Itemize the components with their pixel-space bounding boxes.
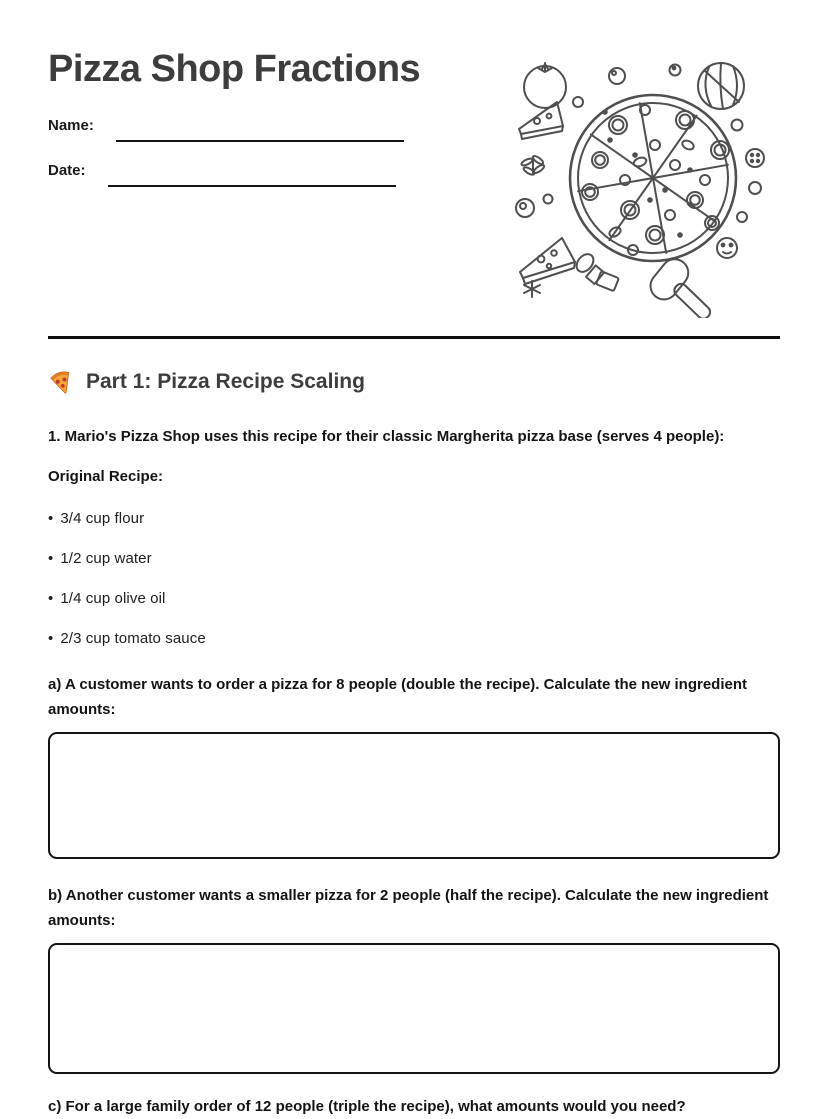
basil-sprig	[521, 155, 546, 176]
garlic-graphic	[698, 63, 744, 109]
worksheet-header	[0, 0, 828, 340]
page-title: Pizza Shop Fractions	[48, 48, 421, 90]
ingredient-list	[48, 509, 780, 649]
question-part-b: b) Another customer wants a smaller pizza for 2 people (half the recipe). Calculate the new ingredient amounts:	[48, 887, 769, 929]
date-label: Date:	[48, 162, 86, 179]
section-divider	[48, 336, 780, 339]
answer-box-b[interactable]	[48, 943, 780, 1074]
date-input-line[interactable]	[108, 167, 396, 187]
ingredient-item	[48, 629, 780, 649]
question-part-c: c) For a large family order of 12 people (triple the recipe), what amounts would you need?	[48, 1098, 686, 1115]
cheese-wedge-bottom	[520, 238, 575, 284]
ingredient-text: 1/2 cup water	[60, 550, 152, 567]
question-part-a: a) A customer wants to order a pizza for 8 people (double the recipe). Calculate the new ingredient amounts:	[48, 676, 748, 718]
ingredient-text: 3/4 cup flour	[60, 510, 145, 527]
ingredient-text: 1/4 cup olive oil	[60, 590, 166, 607]
ingredient-item	[48, 549, 780, 569]
tamper-graphic	[573, 251, 619, 291]
name-label: Name:	[48, 117, 94, 134]
ingredient-item	[48, 509, 780, 529]
worksheet-body	[48, 365, 780, 1119]
ingredient-item	[48, 589, 780, 609]
bullet-point: •	[48, 590, 54, 607]
mallet-graphic	[645, 254, 713, 318]
bullet-point: •	[48, 630, 54, 647]
name-input-line[interactable]	[116, 122, 404, 142]
date-field-row	[48, 161, 396, 181]
pizza-slice-icon	[48, 368, 76, 396]
bullet-point: •	[48, 550, 54, 567]
bullet-point: •	[48, 510, 54, 527]
tomato-graphic	[524, 63, 566, 108]
ingredient-text: 2/3 cup tomato sauce	[60, 630, 206, 647]
olives-graphic	[516, 195, 553, 218]
pizza-line-art-illustration	[505, 50, 795, 318]
original-recipe-label: Original Recipe:	[48, 468, 164, 485]
part1-heading-row	[48, 365, 780, 399]
name-field-row	[48, 116, 404, 136]
pizza-graphic	[570, 95, 736, 261]
part1-title: Part 1: Pizza Recipe Scaling	[86, 370, 365, 393]
question-1: 1. Mario's Pizza Shop uses this recipe for their classic Margherita pizza base (serves 4 people):	[48, 428, 725, 445]
answer-box-a[interactable]	[48, 732, 780, 859]
